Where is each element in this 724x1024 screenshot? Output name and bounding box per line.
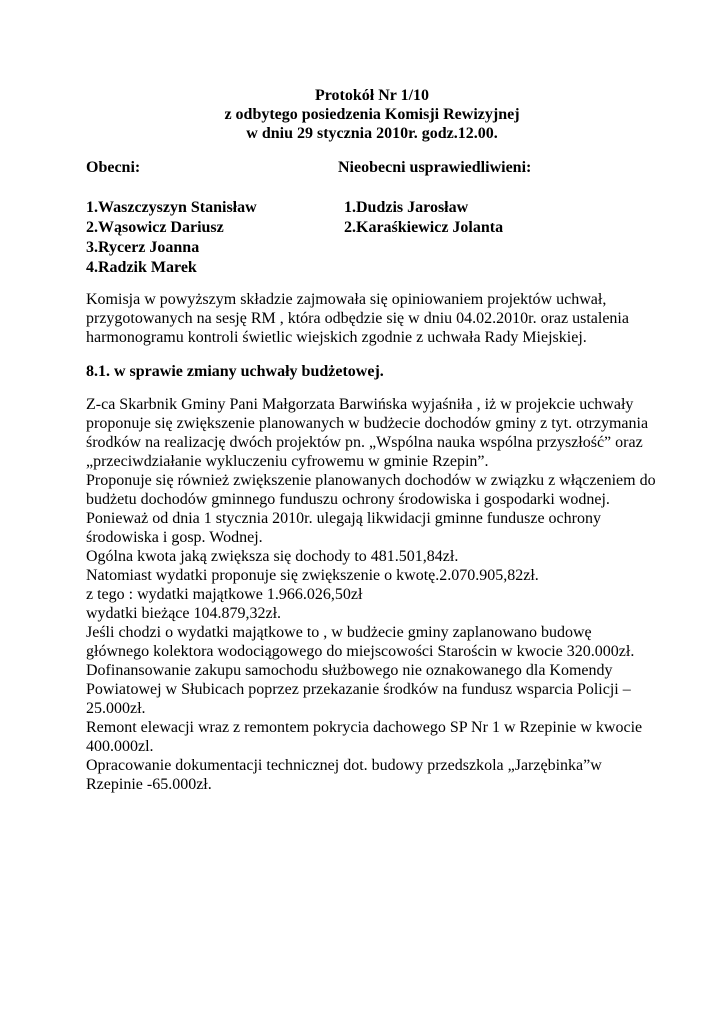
absent-column	[338, 158, 531, 238]
present-member: 1.Waszczyszyn Stanisław	[86, 199, 257, 216]
body-paragraph: Jeśli chodzi o wydatki majątkowe to , w budżecie gminy zaplanowano budowę głównego kolektora wodociągowego do miejscowości Starościn w kwocie 320.000zł.	[86, 624, 635, 660]
body-paragraph: Ponieważ od dnia 1 stycznia 2010r. ulegają likwidacji gminne fundusze ochrony środowiska i gosp. Wodnej.	[86, 510, 601, 546]
present-column	[86, 158, 257, 278]
absent-label: Nieobecni usprawiedliwieni:	[338, 159, 532, 176]
body-paragraph: Z-ca Skarbnik Gminy Pani Małgorzata Barwińska wyjaśniła , iż w projekcie uchwały proponuje się zwiększenie planowanych w budżecie dochodów gminy z tyt. otrzymania środków na realizację dwóch projektów pn. „Wspólna nauka wspólna przyszłość” oraz „przeciwdziałanie wykluczeniu cyfrowemu w gminie Rzepin”.	[86, 396, 649, 470]
body-paragraph: Opracowanie dokumentacji technicznej dot. budowy przedszkola „Jarzębinka”w Rzepinie -65.000zł.	[86, 757, 602, 793]
title-line: w dniu 29 stycznia 2010r. godz.12.00.	[246, 125, 498, 142]
body-paragraph: Natomiast wydatki proponuje się zwiększenie o kwotę.2.070.905,82zł.	[86, 567, 539, 584]
body-paragraph: Dofinansowanie zakupu samochodu służbowego nie oznakowanego dla Komendy Powiatowej w Słubicach poprzez przekazanie środków na fundusz wsparcia Policji – 25.000zł.	[86, 662, 631, 717]
document-title	[86, 86, 658, 143]
absent-member: 1.Dudzis Jarosław	[344, 199, 469, 216]
intro-paragraph: Komisja w powyższym składzie zajmowała się opiniowaniem projektów uchwał, przygotowanych na sesję RM , która odbędzie się w dniu 04.02.2010r. oraz ustalenia harmonogramu kontroli świetlic wiejskich zgodnie z uchwała Rady Miejskiej.	[86, 291, 629, 346]
title-line: z odbytego posiedzenia Komisji Rewizyjnej	[224, 106, 520, 123]
present-member: 2.Wąsowicz Dariusz	[86, 219, 224, 236]
present-label: Obecni:	[86, 159, 141, 176]
present-member: 4.Radzik Marek	[86, 259, 197, 276]
present-member: 3.Rycerz Joanna	[86, 239, 200, 256]
body-paragraph: Proponuje się również zwiększenie planowanych dochodów w związku z włączeniem do budżetu dochodów gminnego funduszu ochrony środowiska i gospodarki wodnej.	[86, 472, 656, 508]
attendance-section	[86, 158, 658, 278]
body-paragraph: z tego : wydatki majątkowe 1.966.026,50zł	[86, 586, 363, 603]
section-body	[86, 395, 658, 794]
body-paragraph: Ogólna kwota jaką zwiększa się dochody to 481.501,84zł.	[86, 548, 459, 565]
title-line: Protokół Nr 1/10	[314, 87, 430, 104]
document-page	[86, 86, 658, 794]
section-heading: 8.1. w sprawie zmiany uchwały budżetowej.	[86, 363, 384, 380]
absent-member: 2.Karaśkiewicz Jolanta	[344, 219, 504, 236]
body-paragraph: wydatki bieżące 104.879,32zł.	[86, 605, 282, 622]
body-paragraph: Remont elewacji wraz z remontem pokrycia dachowego SP Nr 1 w Rzepinie w kwocie 400.000zl.	[86, 719, 643, 755]
